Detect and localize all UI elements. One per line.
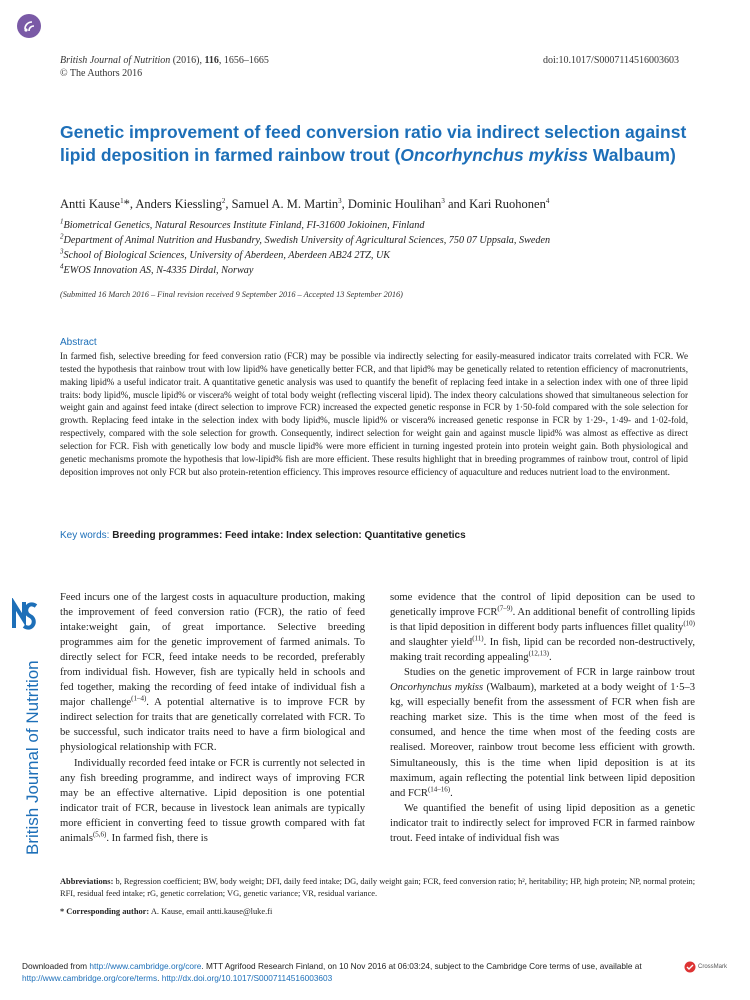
- corresponding-label: * Corresponding author:: [60, 907, 150, 916]
- abbreviations-text: b, Regression coefficient; BW, body weight; DFI, daily feed intake; DG, daily weight gain; FCR, feed conversion ratio; h², heritability; HP, high protein; NP, normal protein; RFI, residual feed intake; rG, genetic correlation; VG, genetic variance; VR, residual variance.: [60, 877, 696, 898]
- corresponding-author: [60, 907, 272, 916]
- body-column-left: [60, 590, 365, 846]
- title-part2: Walbaum): [588, 145, 676, 165]
- paragraph: We quantified the benefit of using lipid deposition as a genetic indicator trait to indirectly select for improved FCR in farmed rainbow trout. Feed intake of individual fish was: [390, 802, 695, 844]
- keywords-text: Breeding programmes: Feed intake: Index selection: Quantitative genetics: [112, 530, 466, 541]
- sidebar-brand-text: British Journal of Nutrition: [23, 660, 42, 855]
- journal-volume: 116: [204, 55, 219, 66]
- keywords: [60, 530, 466, 541]
- author: Samuel A. M. Martin: [231, 197, 339, 211]
- abstract-heading: Abstract: [60, 337, 97, 348]
- cambridge-core-link[interactable]: http://www.cambridge.org/core: [89, 961, 202, 971]
- affiliation: $^3$School of Biological Sciences, University of Aberdeen, Aberdeen AB24 2TZ, UK: [60, 247, 391, 261]
- terms-link[interactable]: http://www.cambridge.org/core/terms: [22, 973, 158, 983]
- crossmark-label: CrossMark: [698, 964, 728, 970]
- paragraph: Feed incurs one of the largest costs in aquaculture production, making the improvement of feed conversion ratio (FCR), the ratio of feed intake:weight gain, of great importance. Selective breeding programmes aim for the genetic improvement of farmed animals. To directly select for FCR, feed intake needs to be recorded, preferably from individual fish. However, fish are typically held in schools and fed together, making the recording of feed intake of individual fish a major challenge$^{(1-4)}$. A potential alternative is to improve FCR by indirect selection for traits that are genetically correlated with FCR. To be successful, such indicator traits need to have a firm biological and physiological relationship with FCR.: [60, 592, 365, 754]
- open-access-icon: [17, 14, 41, 38]
- crossmark-badge[interactable]: [684, 961, 727, 973]
- affiliation: $^4$EWOS Innovation AS, N-4335 Dirdal, Norway: [60, 262, 254, 276]
- title-part1: Genetic improvement of feed conversion ratio via indirect selection against lipid deposition in farmed rainbow trout (: [60, 122, 687, 165]
- abstract-text: In farmed fish, selective breeding for feed conversion ratio (FCR) may be possible via indirectly selecting for easily-measured indicator traits correlated with FCR. We tested the hypothesis that rainbow trout with low lipid% have genetically better FCR, and that lipid% may be genetically related to retention efficiency of macronutrients, making lipid% a useful indicator trait. A quantitative genetic analysis was used to quantify the benefit of replacing feed intake in a selection index with one of three lipid traits: body lipid%, muscle lipid% or viscera% weight of total body weight (reflecting visceral lipid). The index theory calculations showed that simultaneous selection for weight gain and against feed intake (direct selection to improve FCR) increased the expected genetic response in FCR by 1·50-fold compared with the sole selection for growth. Replacing feed intake in the selection index with body lipid%, muscle lipid% or viscera% increased genetic response in FCR by 1·29-, 1·49- and 1·02-fold, respectively, compared with the sole selection for growth. Consequently, indirect selection for weight gain and against muscle lipid% was almost as effective as direct selection for FCR. Fish with genetically low body and muscle lipid% were more efficient in turning ingested protein into protein weight gain. Both physiological and genetic mechanisms promote the hypothesis that low-lipid% fish are more efficient. These results highlight that in breeding programmes of rainbow trout, control of lipid deposition improves not only FCR but also protein-retention efficiency. This improves resource efficiency of aquaculture and reduces nutrient load to the environment.: [60, 351, 688, 477]
- keywords-label: Key words:: [60, 530, 110, 541]
- author: Anders Kiessling: [135, 197, 222, 211]
- author: Dominic Houlihan: [347, 197, 442, 211]
- body-column-right: [390, 590, 695, 846]
- author: Antti Kause: [60, 197, 121, 211]
- journal-pages: , 1656–1665: [218, 55, 269, 66]
- copyright: © The Authors 2016: [60, 68, 143, 79]
- author: Kari Ruohonen: [469, 197, 546, 211]
- paragraph: some evidence that the control of lipid deposition can be used to genetically improve FCR$^{(7-9)}$. An additional benefit of controlling lipids is that lipid deposition in different body parts influences fillet quality$^{(10)}$ and slaughter yield$^{(11)}$. In fish, lipid can be recorded non-destructively, making trait recording appealing$^{(12,13)}$.: [390, 592, 695, 664]
- journal-citation: [60, 55, 269, 66]
- corresponding-text: A. Kause, email antti.kause@luke.fi: [150, 907, 273, 916]
- journal-year: (2016),: [172, 55, 202, 66]
- title-species: Oncorhynchus mykiss: [400, 145, 588, 165]
- download-footer: Downloaded from http://www.cambridge.org/core. MTT Agrifood Research Finland, on 10 Nov 2016 at 06:03:24, subject to the Cambridge Core terms of use, available at http://www.cambridge.org/core/terms. http://dx.doi.org/10.1017/S0007114516003603: [22, 961, 642, 983]
- article-title: [60, 121, 700, 167]
- doi: doi:10.1017/S0007114516003603: [543, 55, 680, 66]
- affiliation: $^1$Biometrical Genetics, Natural Resources Institute Finland, FI-31600 Jokioinen, Finland: [60, 217, 425, 231]
- doi-link[interactable]: http://dx.doi.org/10.1017/S0007114516003603: [161, 973, 333, 983]
- crossmark-icon: [684, 961, 696, 973]
- affiliation: $^2$Department of Animal Nutrition and Husbandry, Swedish University of Agricultural Sciences, 750 07 Uppsala, Sweden: [60, 232, 551, 246]
- paragraph: Studies on the genetic improvement of FCR in large rainbow trout Oncorhynchus mykiss (Walbaum), marketed at a body weight of 1·5–3 kg, will especially benefit from the assessment of FCR when fish are reaching market size. This is the time when most of the feed is consumed, and hence the time when most of the feeding costs are realised. Moreover, rainbow trout become less efficient with growth. Simultaneously, this is the time when lipid deposition is at its maximum, again reflecting the potential link between lipid deposition and FCR$^{(14-16)}$.: [390, 667, 696, 799]
- paragraph: Individually recorded feed intake or FCR is currently not selected in any fish breeding programme, and indirect ways of improving FCR may be an effective alternative. Lipid deposition is one potential indicator trait of FCR, because in livestock lean animals are typically more efficient in converting feed to tissue growth compared with fat animals$^{(5,6)}$. In farmed fish, there is: [60, 757, 365, 844]
- submission-dates: (Submitted 16 March 2016 – Final revision received 9 September 2016 – Accepted 13 September 2016): [60, 290, 403, 299]
- author-list: Antti Kause$^1$*, Anders Kiessling$^2$, Samuel A. M. Martin$^3$, Dominic Houlihan$^3$ and Kari Ruohonen$^4$: [60, 196, 550, 211]
- ns-logo-icon: [10, 598, 40, 632]
- abbreviations: [60, 876, 700, 900]
- journal-name: British Journal of Nutrition: [60, 55, 171, 66]
- abbreviations-label: Abbreviations:: [60, 877, 114, 886]
